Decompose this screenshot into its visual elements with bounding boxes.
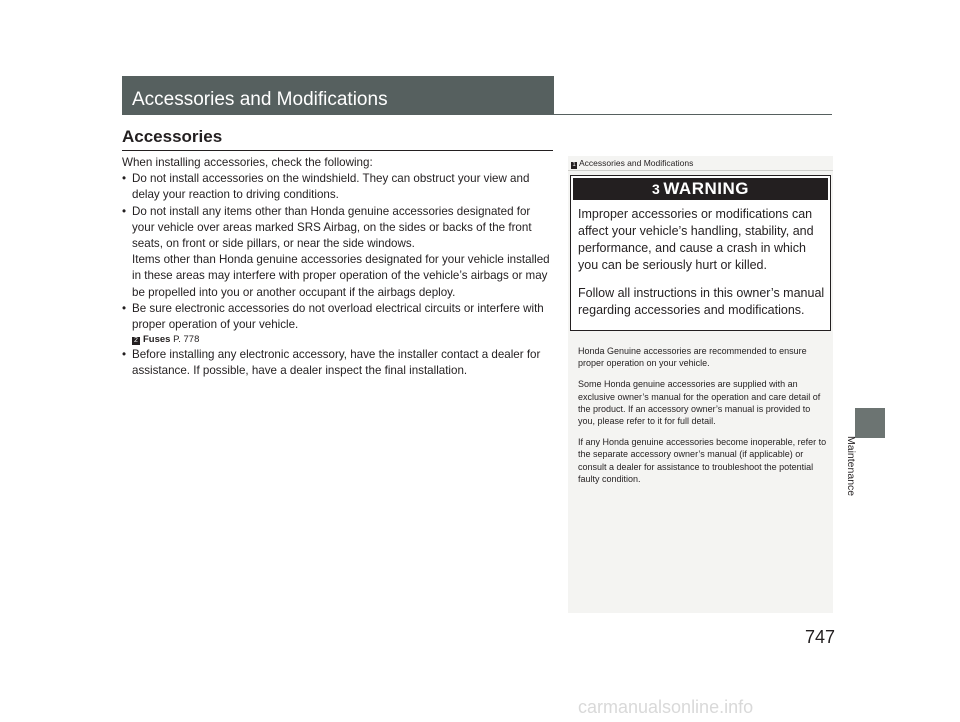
- side-note: If any Honda genuine accessories become inoperable, refer to the separate accessory owner’s manual (if applicable) or consult a dealer for assistance to troubleshoot the potential faulty condition.: [578, 437, 827, 484]
- warning-triangle-icon: 3: [652, 181, 661, 197]
- chapter-title-bar: [122, 76, 554, 115]
- side-tag-rule: [568, 170, 833, 171]
- bullet-dot: •: [122, 172, 127, 186]
- watermark: carmanualsonline.info: [578, 697, 754, 717]
- bullet-text: Do not install any items other than Honda genuine accessories designated for your vehicle over areas marked SRS Airbag, on the sides or backs of the front seats, on front or side pillars, or near the side windows.: [132, 204, 532, 251]
- chapter-tab-marker: [855, 408, 885, 438]
- title-rule: [554, 114, 832, 115]
- side-panel-tag: [571, 158, 693, 169]
- side-panel: [568, 156, 833, 613]
- tag-arrow-icon: 1: [572, 162, 576, 168]
- section-rule: [122, 150, 553, 151]
- bullet-dot: •: [122, 301, 127, 315]
- warning-box: [570, 175, 831, 331]
- side-notes: [578, 345, 828, 494]
- xref-page[interactable]: P. 778: [173, 334, 200, 346]
- bullet-item: [122, 204, 554, 253]
- bullet-text: Be sure electronic accessories do not overload electrical circuits or interfere with proper operation of your vehicle.: [132, 301, 544, 332]
- side-note: Some Honda genuine accessories are supplied with an exclusive owner’s manual for the operation and care detail of the product. If an accessory owner’s manual is provided to you, please refer to it for full detail.: [578, 379, 821, 427]
- bullet-text: Do not install accessories on the windshield. They can obstruct your view and delay your reaction to driving conditions.: [132, 172, 530, 202]
- warning-paragraph: Follow all instructions in this owner’s manual regarding accessories and modifications.: [578, 286, 825, 317]
- page-title: Accessories and Modifications: [132, 89, 388, 110]
- chapter-tab-label: Maintenance: [845, 436, 857, 497]
- section-heading: Accessories: [122, 127, 223, 146]
- bullet-item: [122, 347, 554, 379]
- warning-paragraph: Improper accessories or modifications can affect your vehicle’s handling, stability, and performance, and cause a crash in which you can be seriously hurt or killed.: [578, 207, 814, 272]
- warning-title: WARNING: [663, 179, 749, 198]
- bullet-item: [122, 171, 554, 203]
- bullet-dot: •: [122, 204, 127, 218]
- bullet-dot: •: [122, 348, 127, 362]
- bullet-text: Before installing any electronic accessory, have the installer contact a dealer for assistance. If possible, have a dealer inspect the final installation.: [132, 348, 541, 378]
- xref-label[interactable]: Fuses: [143, 334, 171, 346]
- reference-arrow-icon: 2: [132, 337, 140, 345]
- page-number: 747: [805, 627, 836, 647]
- warning-text: [578, 206, 826, 330]
- main-body: [122, 155, 554, 380]
- intro-text: When installing accessories, check the following:: [122, 156, 373, 169]
- side-tag-label: Accessories and Modifications: [579, 158, 694, 168]
- bullet-item: [122, 301, 554, 333]
- warning-header: [573, 178, 828, 200]
- bullet-continuation: [122, 252, 554, 301]
- fuses-cross-reference[interactable]: [122, 333, 554, 347]
- bullet-text: Items other than Honda genuine accessories designated for your vehicle installed in these areas may interfere with proper operation of the vehicle’s airbags or may be propelled into you or another occupant if the airbags deploy.: [132, 253, 550, 299]
- side-note: Honda Genuine accessories are recommended to ensure proper operation on your vehicle.: [578, 346, 807, 369]
